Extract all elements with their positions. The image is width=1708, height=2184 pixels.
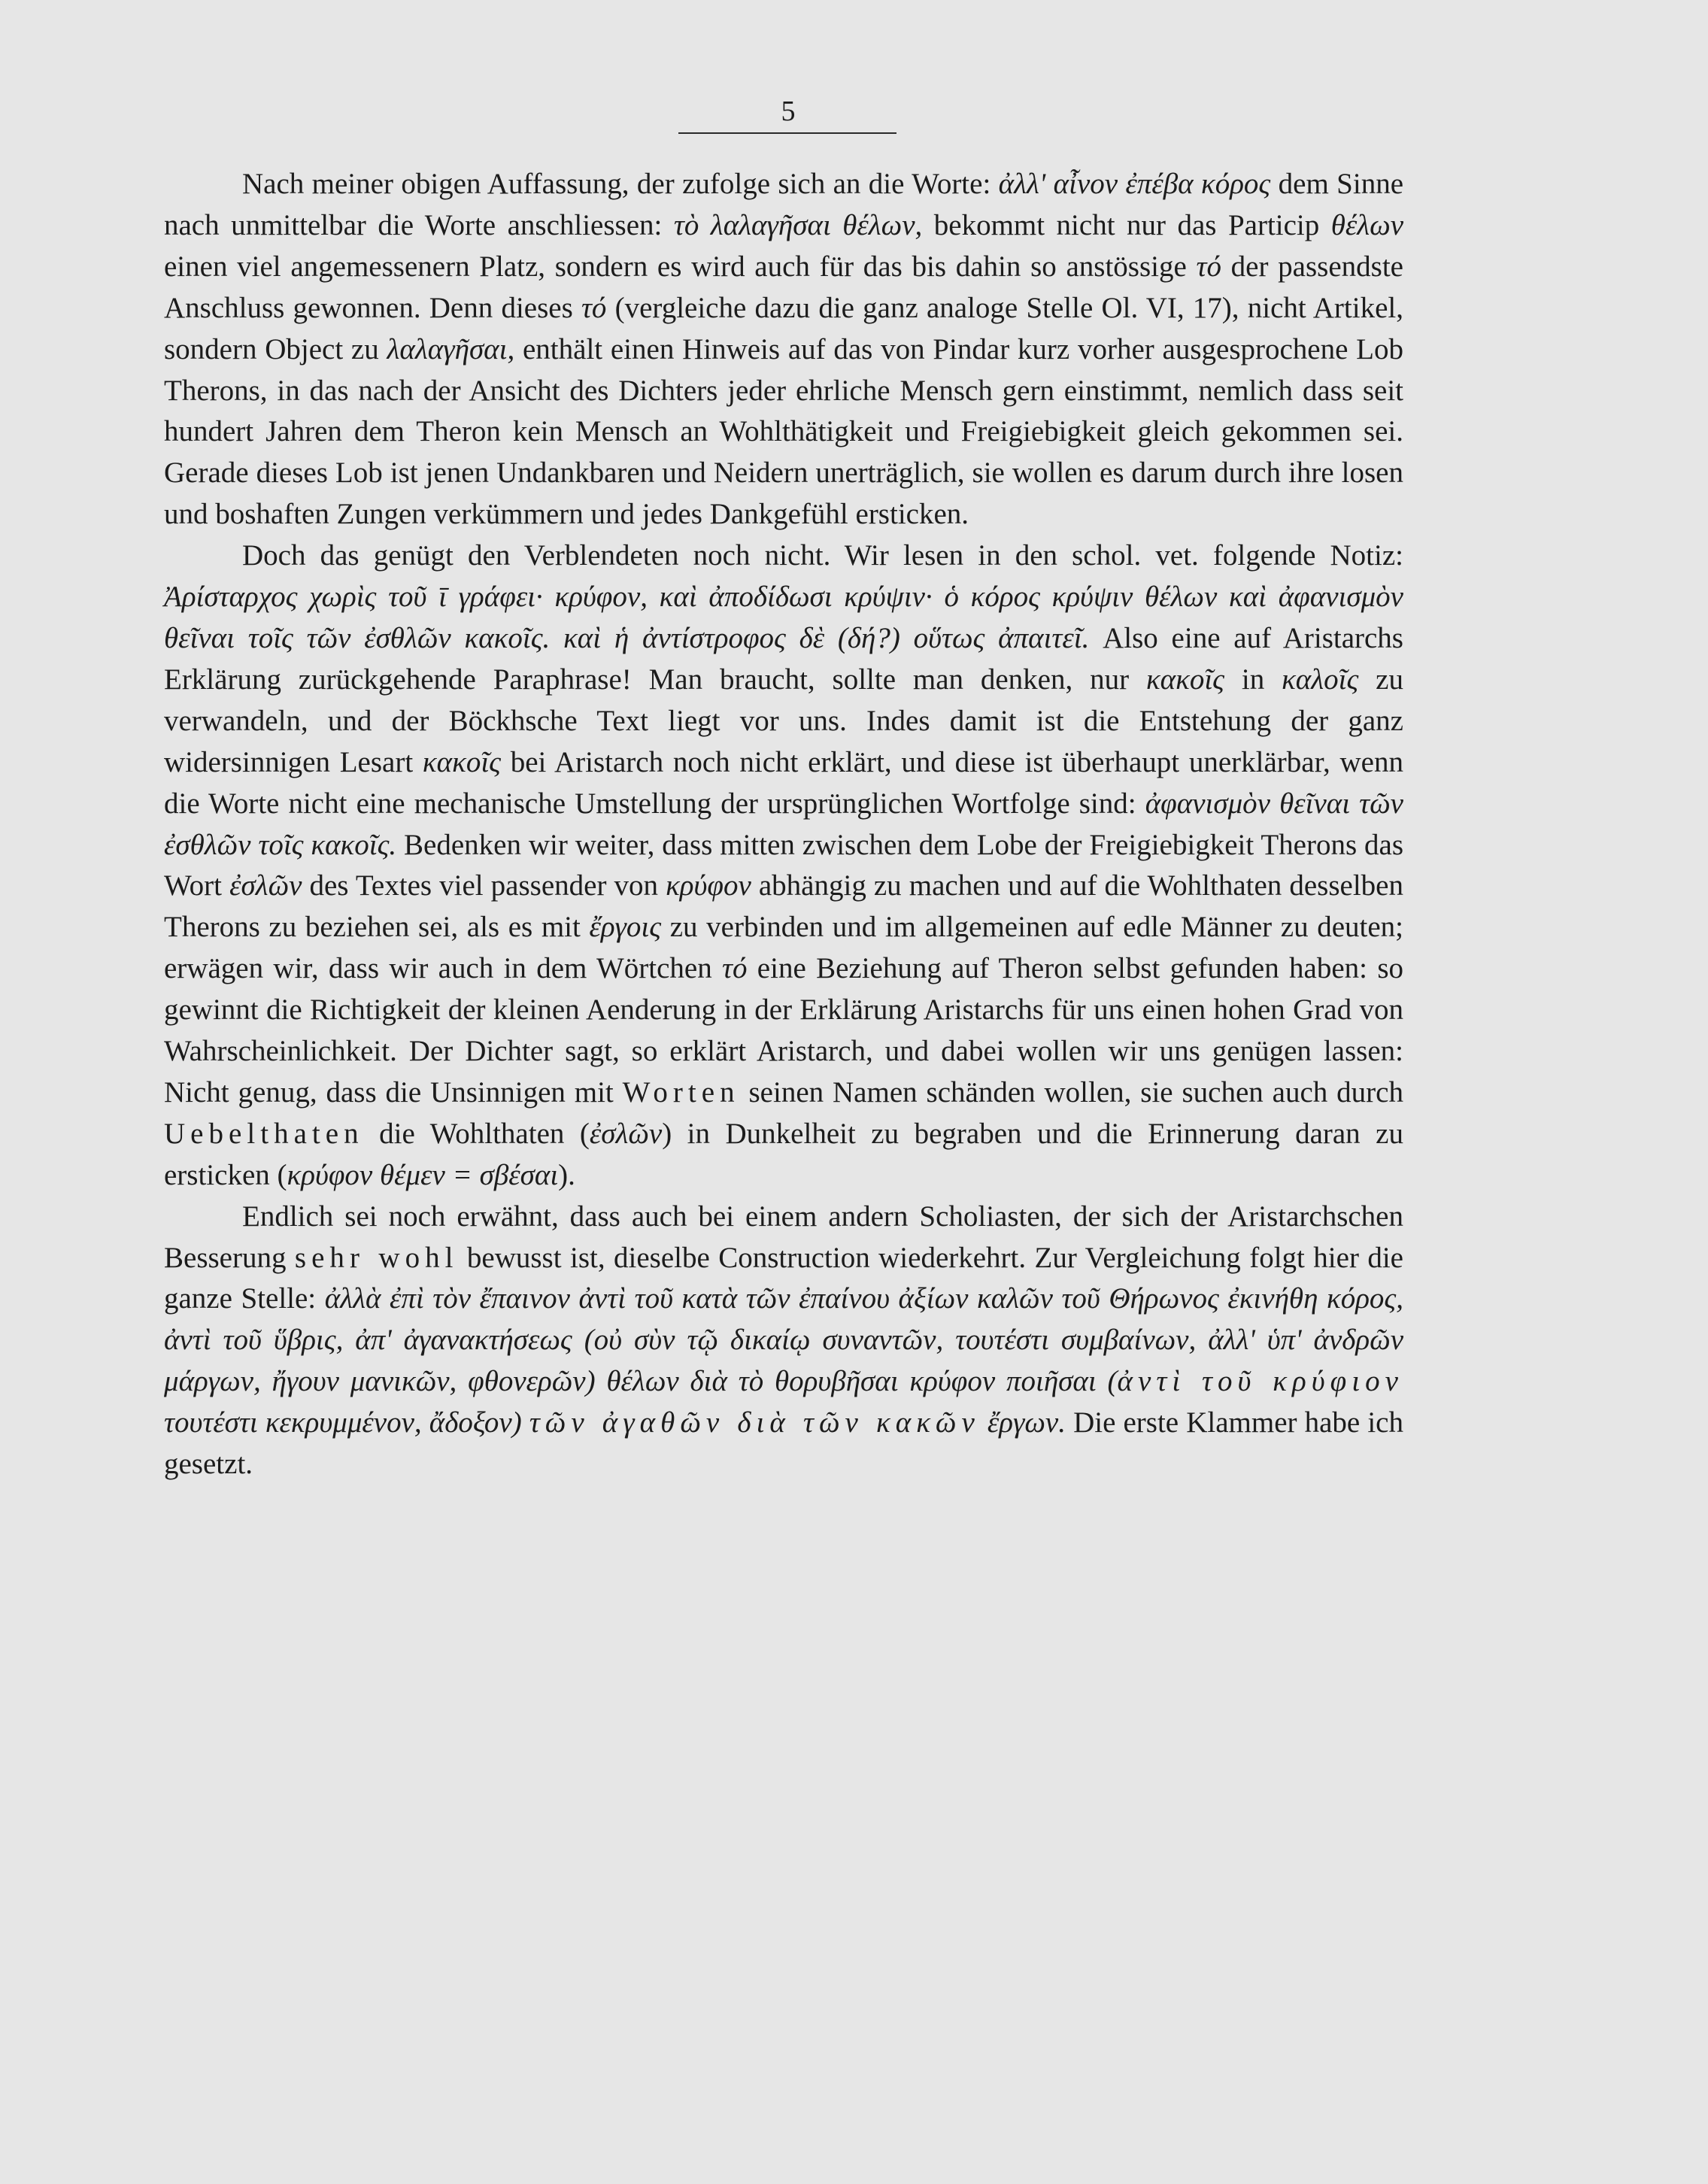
- text-run: zu verwandeln, und der Böckhsche Text liegt vor uns. Indes damit ist die Entstehung der ganz widersinnigen Lesart: [164, 663, 1403, 778]
- page-number-rule: [678, 132, 896, 134]
- text-run: des Textes viel passender von: [302, 869, 666, 902]
- greek-quote: τὸ λαλαγῆσαι θέλων,: [673, 208, 923, 241]
- greek-quote: τουτέστι κεκρυμμένον, ἄδοξον): [164, 1406, 529, 1439]
- text-run: seinen Namen schänden wollen, sie suchen auch durch: [739, 1075, 1403, 1109]
- text-run: Doch das genügt den Verblendeten noch nicht. Wir lesen in den schol. vet. folgende Notiz:: [242, 539, 1403, 572]
- spaced-emphasis: sehr wohl: [294, 1241, 459, 1274]
- greek-quote: κακοῖς: [1145, 663, 1225, 696]
- greek-spaced-quote: τῶν ἀγαθῶν διὰ τῶν κακῶν: [529, 1406, 980, 1439]
- body-text: [164, 164, 1403, 1485]
- text-run: der passendste Anschluss gewonnen. Denn dieses: [164, 250, 1403, 324]
- text-run: in: [1224, 663, 1282, 696]
- greek-spaced-quote: ἀντὶ τοῦ κρύφιον: [1117, 1365, 1403, 1398]
- greek-quote: κρύφον: [666, 869, 751, 902]
- greek-quote: ἔργων.: [979, 1406, 1066, 1439]
- greek-quote: τό: [722, 952, 748, 985]
- text-run: die Wohlthaten (: [363, 1117, 590, 1150]
- text-run: bewusst ist, dieselbe Construction wiederkehrt. Zur Vergleichung folgt hier die ganze Stelle:: [164, 1241, 1403, 1315]
- text-run: Bedenken wir weiter, dass mitten zwischen dem Lobe der Freigiebigkeit Therons das Wort: [164, 828, 1403, 902]
- greek-quote: ἐσλῶν: [229, 869, 302, 902]
- greek-quote: ἀλλὰ ἐπὶ τὸν ἔπαινον ἀντὶ τοῦ κατὰ τῶν ἐπαίνου ἀξίων καλῶν τοῦ Θήρωνος ἐκινήθη κόρος, ἀντὶ τοῦ ὕβρις, ἀπ' ἀγανακτήσεως (οὐ σὺν τῷ δικαίῳ συναντῶν, τουτέστι συμβαίνων, ἀλλ' ὑπ' ἀνδρῶν μάργων, ἤγουν μανικῶν, φθονερῶν) θέλων διὰ τὸ θορυβῆσαι κρύφον ποιῆσαι (: [164, 1282, 1403, 1398]
- greek-quote: ἐσλῶν: [589, 1117, 663, 1150]
- text-run: Also eine auf Aristarchs Erklärung zurückgehende Paraphrase! Man braucht, sollte man denken, nur: [164, 621, 1403, 696]
- greek-quote: Ἀρίσταρχος χωρὶς τοῦ ῑ γράφει· κρύφον, καὶ ἀποδίδωσι κρύψιν· ὁ κόρος κρύψιν θέλων καὶ ἀφανισμὸν θεῖναι τοῖς τῶν ἐσθλῶν κακοῖς. καὶ ἡ ἀντίστροφος δὲ (δή?) οὕτως ἀπαιτεῖ.: [164, 581, 1403, 654]
- greek-quote: ἀφανισμὸν θεῖναι τῶν ἐσθλῶν τοῖς κακοῖς.: [164, 787, 1403, 861]
- text-run: ).: [558, 1158, 575, 1191]
- text-run: Die erste Klammer habe ich gesetzt.: [164, 1406, 1403, 1481]
- paragraph-2: [164, 535, 1403, 1197]
- text-run: bei Aristarch noch nicht erklärt, und diese ist überhaupt unerklärbar, wenn die Worte nicht eine mechanische Umstellung der ursprünglichen Wortfolge sind:: [164, 745, 1403, 820]
- greek-quote: θέλων: [1330, 208, 1404, 241]
- greek-quote: τό: [1196, 250, 1221, 283]
- greek-quote: καλοῖς: [1282, 663, 1359, 696]
- page-number: 5: [781, 96, 796, 127]
- text-run: eine Beziehung auf Theron selbst gefunden haben: so gewinnt die Richtigkeit der kleinen Aenderung in der Erklärung Aristarchs für uns einen hohen Grad von Wahrscheinlichkeit. Der Dichter sagt, so erklärt Aristarch, und dabei wollen wir uns genügen lassen: Nicht genug, dass die Unsinnigen mit: [164, 952, 1403, 1109]
- text-run: abhängig zu machen und auf die Wohlthaten desselben Therons zu beziehen sei, als es mit: [164, 869, 1403, 944]
- text-run: Endlich sei noch erwähnt, dass auch bei einem andern Scholiasten, der sich der Aristarchschen Besserung: [164, 1200, 1403, 1274]
- text-run: (vergleiche dazu die ganz analoge Stelle Ol. VI, 17), nicht Artikel, sondern Object zu: [164, 291, 1403, 366]
- text-run: dem Sinne nach unmittelbar die Worte anschliessen:: [164, 168, 1404, 241]
- greek-quote: λαλαγῆσαι,: [387, 332, 515, 366]
- text-run: Nach meiner obigen Auffassung, der zufolge sich an die Worte:: [242, 168, 999, 200]
- greek-quote: ἀλλ' αἶνον ἐπέβα κόρος: [998, 168, 1271, 200]
- text-run: bekommt nicht nur das Particip: [922, 208, 1331, 241]
- text-run: einen viel angemessenern Platz, sondern es wird auch für das bis dahin so anstössige: [164, 250, 1197, 283]
- greek-quote: τό: [581, 291, 607, 324]
- paragraph-1: [164, 164, 1403, 535]
- spaced-emphasis: Uebelthaten: [164, 1117, 364, 1150]
- greek-quote: κρύφον θέμεν = σβέσαι: [287, 1158, 559, 1191]
- greek-quote: κακοῖς: [422, 745, 501, 778]
- text-run: zu verbinden und im allgemeinen auf edle Männer zu deuten; erwägen wir, dass wir auch in dem Wörtchen: [164, 911, 1403, 985]
- text-run: ) in Dunkelheit zu begraben und die Erinnerung daran zu ersticken (: [164, 1117, 1403, 1191]
- spaced-emphasis: Worten: [622, 1075, 740, 1109]
- greek-quote: ἔργοις: [589, 911, 662, 944]
- paragraph-3: [164, 1197, 1403, 1485]
- text-run: enthält einen Hinweis auf das von Pindar kurz vorher ausgesprochene Lob Therons, in das nach der Ansicht des Dichters jeder ehrliche Mensch gern einstimmt, nemlich dass seit hundert Jahren dem Theron kein Mensch an Wohlthätigkeit und Freigiebigkeit gleich gekommen sei. Gerade dieses Lob ist jenen Undankbaren und Neidern unerträglich, sie wollen es darum durch ihre losen und boshaften Zungen verkümmern und jedes Dankgefühl ersticken.: [164, 332, 1403, 531]
